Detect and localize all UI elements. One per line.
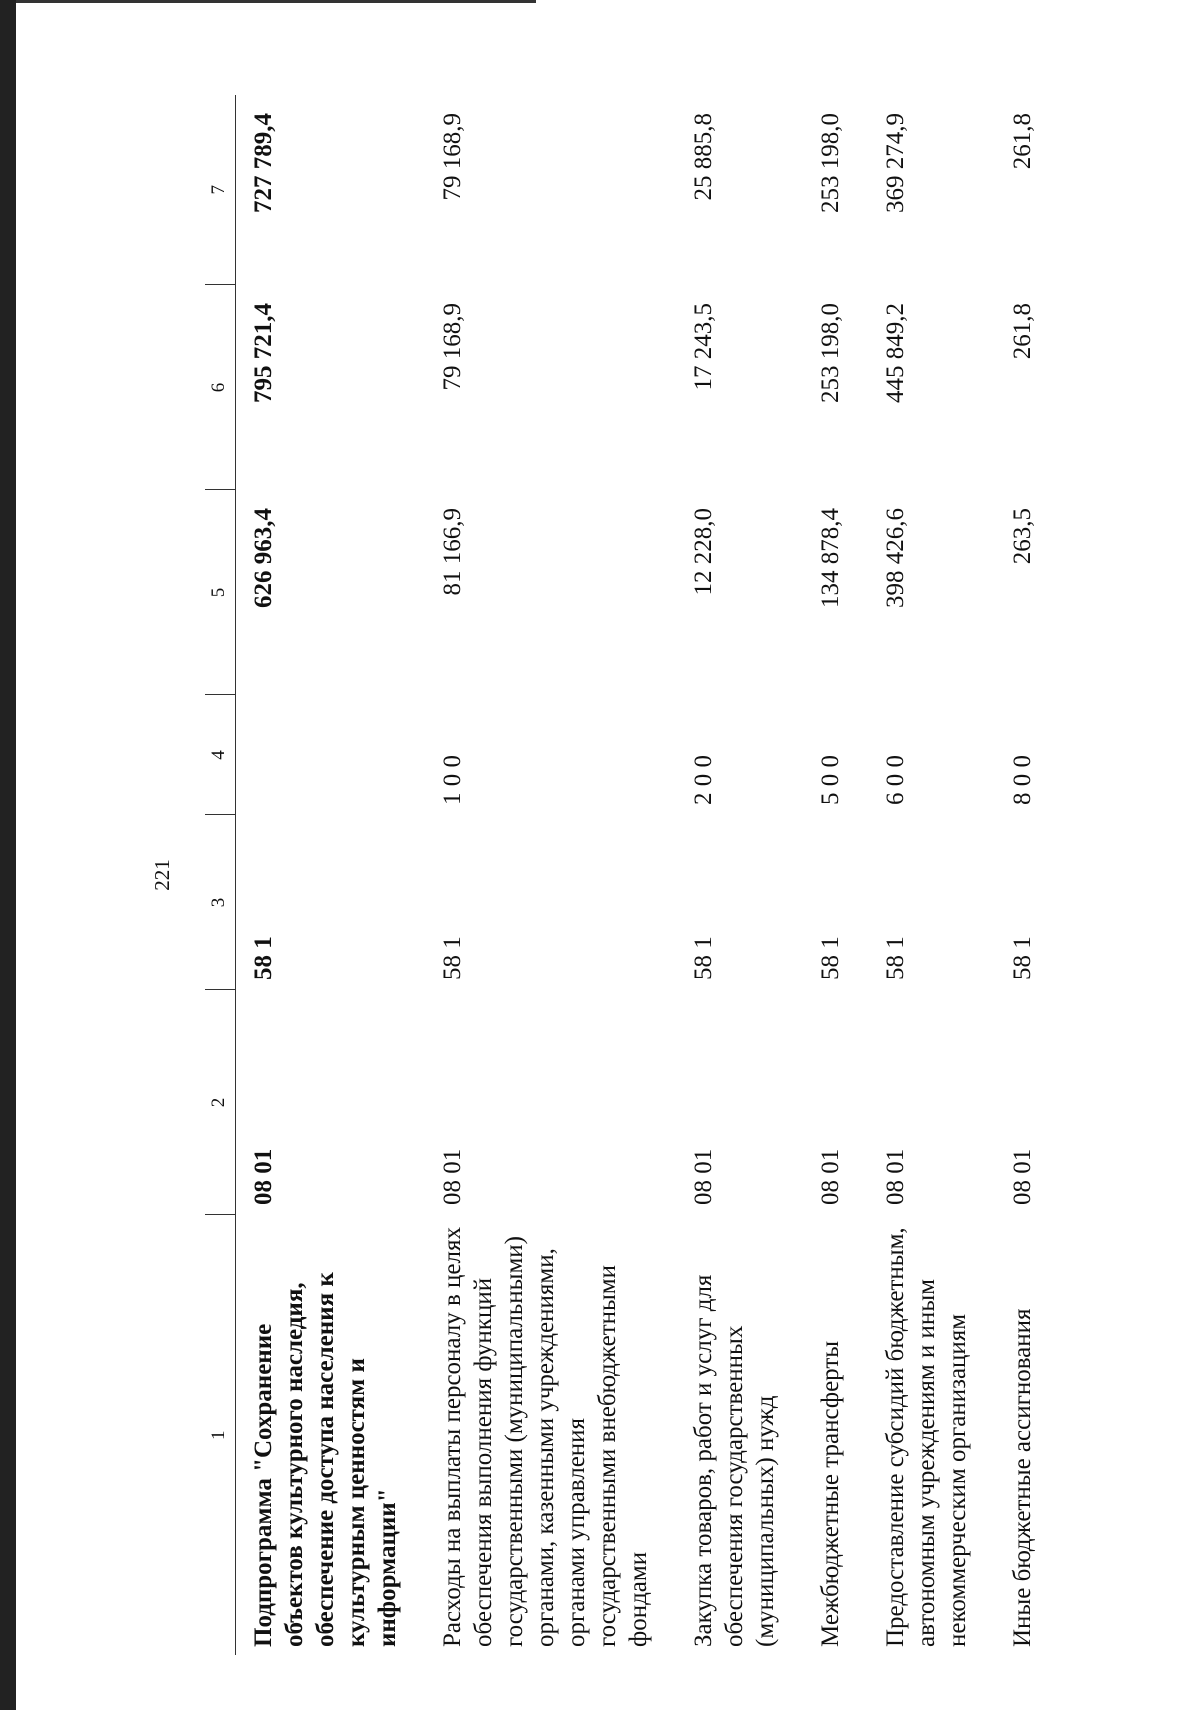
column-header-2: 2 [205,990,236,1215]
row-value-7: 369 274,9 [882,113,909,213]
row-value-6: 17 243,5 [690,303,717,391]
scan-edge [0,0,16,1710]
row-value-7: 253 198,0 [817,113,844,213]
column-header-6: 6 [205,285,236,490]
row-value-5: 398 426,6 [882,508,909,608]
column-header-7: 7 [205,95,236,285]
row-section-code: 08 01 [250,1148,277,1205]
row-value-5: 81 166,9 [439,508,466,596]
row-name: Подпрограмма "Сохранение объектов культурного наследия, обеспечение доступа населения к культурным ценностям и информации" [250,1272,401,1647]
table-row [995,95,1060,1655]
row-target-code: 58 1 [882,936,909,980]
column-header-5: 5 [205,490,236,695]
row-name: Закупка товаров, работ и услуг для обеспечения государственных (муниципальных) нужд [690,1274,779,1647]
row-expense-type: 1 0 0 [439,755,466,805]
row-target-code: 58 1 [817,936,844,980]
row-expense-type [236,695,426,815]
row-target-code: 58 1 [690,936,717,980]
row-expense-type: 6 0 0 [882,755,909,805]
row-section-code: 08 01 [882,1148,909,1205]
row-name: Межбюджетные трансферты [817,1340,844,1647]
table-row [868,95,995,1655]
row-value-6: 795 721,4 [250,303,277,403]
row-value-6: 261,8 [1009,303,1036,360]
row-target-code: 58 1 [1009,936,1036,980]
row-expense-type: 2 0 0 [690,755,717,805]
row-value-5: 134 878,4 [817,508,844,608]
row-value-5: 263,5 [1009,508,1036,565]
row-target-code: 58 1 [250,936,277,980]
row-value-5: 626 963,4 [250,508,277,608]
row-name: Предоставление субсидий бюджетным, автономным учреждениям и иным некоммерческим организациям [882,1227,971,1647]
column-header-3: 3 [205,815,236,990]
column-header-4: 4 [205,695,236,815]
row-section-code: 08 01 [817,1148,844,1205]
page-number: 221 [150,859,174,891]
row-value-5: 12 228,0 [690,508,717,596]
row-target-code: 58 1 [439,936,466,980]
table-row [425,95,676,1655]
row-section-code: 08 01 [439,1148,466,1205]
row-value-6: 79 168,9 [439,303,466,391]
row-section-code: 08 01 [1009,1148,1036,1205]
budget-table [205,95,1060,1655]
row-value-6: 253 198,0 [817,303,844,403]
table-row-subprogram [236,95,426,1655]
column-number-row [205,95,236,1655]
row-expense-type: 8 0 0 [1009,755,1036,805]
row-value-7: 261,8 [1009,113,1036,170]
scan-top-line [16,0,536,3]
row-name: Расходы на выплаты персоналу в целях обеспечения выполнения функций государственными (муниципальными) органами, казенными учреждениями, органами управления государственными внебюджетными фондами [439,1227,652,1647]
table-row [803,95,868,1655]
row-name: Иные бюджетные ассигнования [1009,1308,1036,1647]
rotated-page [150,95,1050,1655]
row-value-6: 445 849,2 [882,303,909,403]
row-expense-type: 5 0 0 [817,755,844,805]
row-section-code: 08 01 [690,1148,717,1205]
table-row [676,95,803,1655]
column-header-1: 1 [205,1215,236,1655]
row-value-7: 25 885,8 [690,113,717,201]
row-value-7: 79 168,9 [439,113,466,201]
row-value-7: 727 789,4 [250,113,277,213]
